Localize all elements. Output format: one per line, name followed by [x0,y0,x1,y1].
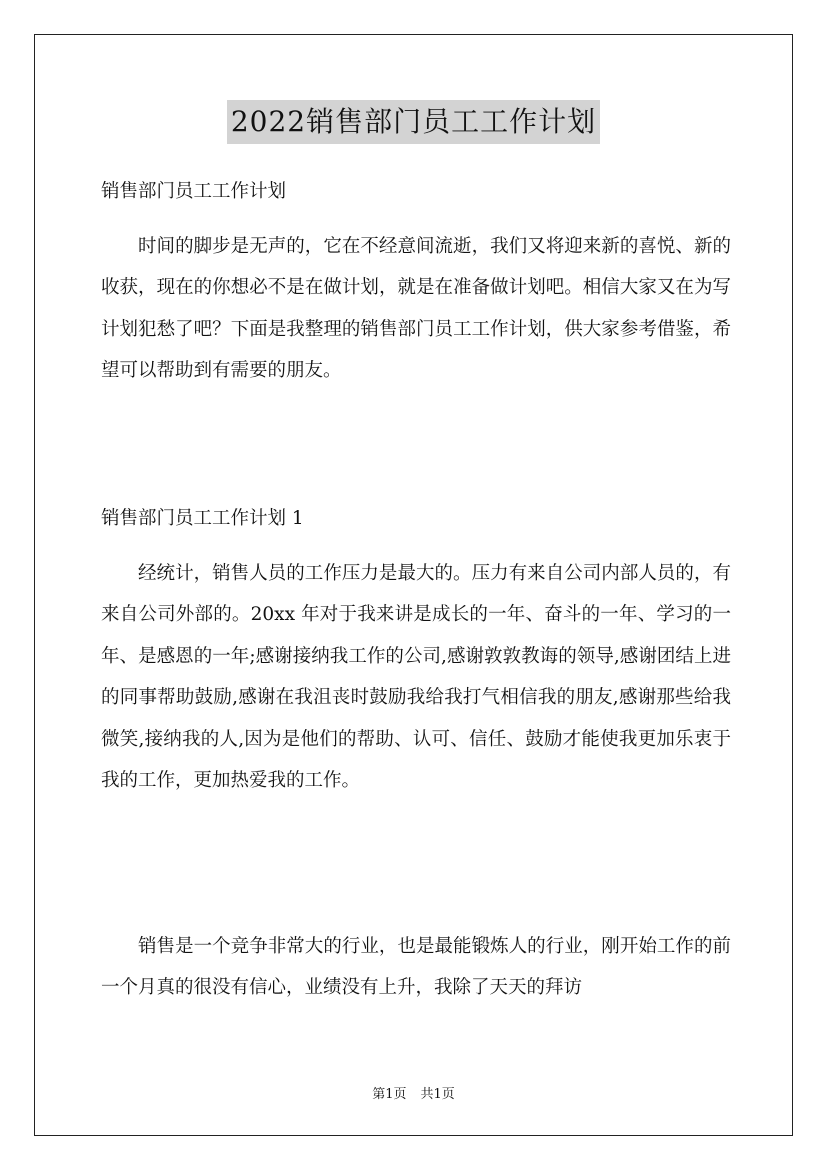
page-footer [0,1083,827,1102]
document-title-block [0,100,827,144]
intro-paragraph: 时间的脚步是无声的，它在不经意间流逝，我们又将迎来新的喜悦、新的收获，现在的你想必不是在做计划，就是在准备做计划吧。相信大家又在为写计划犯愁了吧？下面是我整理的销售部门员工工作计划，供大家参考借鉴，希望可以帮助到有需要的朋友。 [101,236,731,382]
document-title: 2022销售部门员工工作计划 [227,100,600,144]
section-heading: 销售部门员工工作计划 1 [101,508,304,529]
page-total: 共1页 [420,1087,455,1102]
document-subtitle: 销售部门员工工作计划 [101,181,287,202]
section-paragraph-2: 销售是一个竞争非常大的行业，也是最能锻炼人的行业，刚开始工作的前一个月真的很没有信心，业绩没有上升，我除了天天的拜访 [101,936,731,999]
section-paragraph-1: 经统计，销售人员的工作压力是最大的。压力有来自公司内部人员的，有来自公司外部的。20xx 年对于我来讲是成长的一年、奋斗的一年、学习的一年、是感恩的一年;感谢接纳我工作的公司,感谢敦敦教诲的领导,感谢团结上进的同事帮助鼓励,感谢在我沮丧时鼓励我给我打气相信我的朋友,感谢那些给我微笑,接纳我的人,因为是他们的帮助、认可、信任、鼓励才能使我更加乐衷于我的工作，更加热爱我的工作。 [101,563,731,792]
page-number: 第1页 [372,1087,407,1102]
